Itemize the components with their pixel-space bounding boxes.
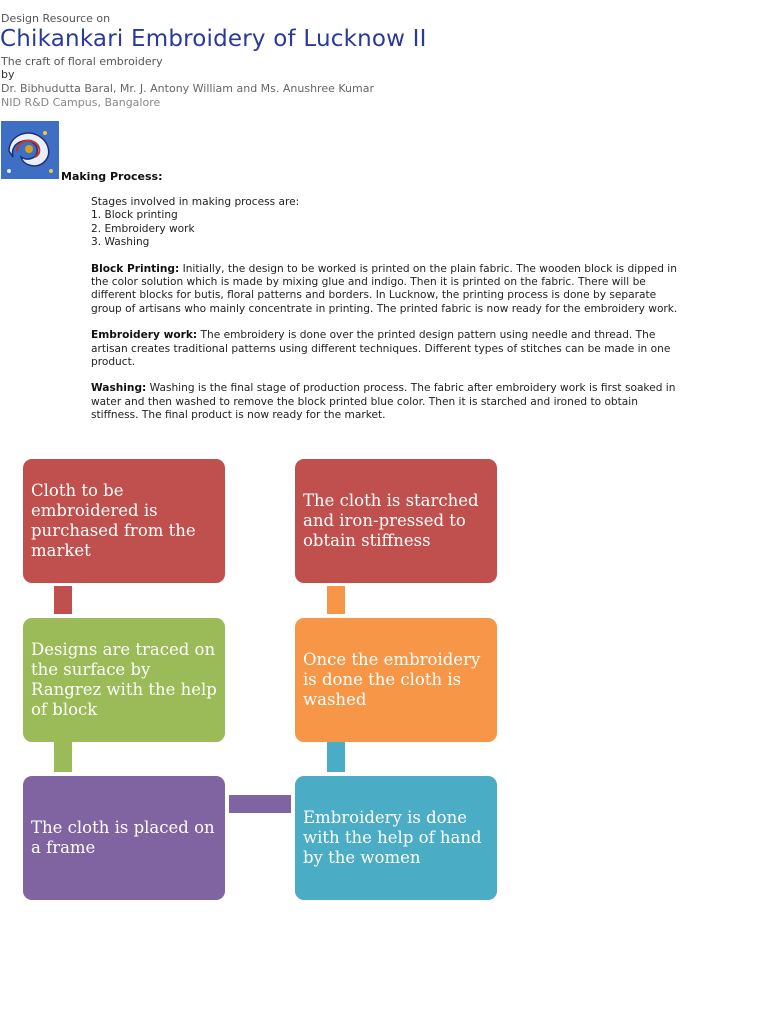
connector-step5-step6: [327, 586, 345, 614]
resource-label: Design Resource on: [1, 12, 111, 25]
flow-step-text: Cloth to be embroidered is purchased from the market: [31, 481, 196, 560]
stages-intro: Stages involved in making process are:: [91, 196, 300, 208]
flow-step-text: The cloth is starched and iron-pressed to obtain stiffness: [303, 491, 479, 550]
embroidery-text: The embroidery is done over the printed design pattern using needle and thread. The artisan creates traditional patterns using different techniques. Different types of stitches can be made in one product.: [91, 329, 671, 369]
connector-step1-step2: [54, 586, 72, 614]
campus: NID R&D Campus, Bangalore: [1, 96, 161, 109]
block-printing-paragraph: [91, 263, 681, 317]
stage-item: 3. Washing: [91, 236, 150, 249]
flow-step-text: The cloth is placed on a frame: [31, 818, 215, 857]
section-heading: Making Process:: [61, 170, 163, 183]
paisley-embroidery-thumbnail: [1, 121, 59, 179]
washing-paragraph: [91, 382, 681, 422]
flow-step-embroidery: [295, 776, 497, 900]
stage-item: 1. Block printing: [91, 209, 178, 222]
flow-step-starching: [295, 459, 497, 583]
page-title: Chikankari Embroidery of Lucknow II: [0, 26, 427, 52]
embroidery-paragraph: [91, 329, 681, 369]
flow-step-washing: [295, 618, 497, 742]
stage-item: 2. Embroidery work: [91, 222, 195, 235]
block-printing-label: Block Printing:: [91, 262, 180, 275]
washing-label: Washing:: [91, 382, 147, 395]
flow-step-tracing: [23, 618, 225, 742]
page-subtitle: The craft of floral embroidery: [1, 55, 163, 68]
process-flowchart: [0, 450, 768, 910]
flow-step-purchase: [23, 459, 225, 583]
authors: Dr. Bibhudutta Baral, Mr. J. Antony William and Ms. Anushree Kumar: [1, 82, 374, 95]
connector-step3-step4: [229, 795, 291, 813]
block-printing-text: Initially, the design to be worked is printed on the plain fabric. The wooden block is dipped in the color solution which is made by mixing glue and indigo. Then it is printed on the fabric. There will be different blocks for butis, floral patterns and borders. In Lucknow, the printing process is done by separate group of artisans who mainly concentrate in printing. The printed fabric is now ready for the embroidery work.: [91, 262, 678, 315]
washing-text: Washing is the final stage of production process. The fabric after embroidery work is first soaked in water and then washed to remove the block printed blue color. Then it is starched and ironed to obtain stiffness. The final product is now ready for the market.: [91, 382, 676, 422]
connector-step4-step5: [327, 742, 345, 772]
flow-step-text: Embroidery is done with the help of hand by the women: [303, 808, 482, 867]
process-description: [91, 196, 681, 436]
paisley-icon: [1, 121, 59, 179]
flow-step-text: Designs are traced on the surface by Rangrez with the help of block: [31, 640, 217, 719]
by-label: by: [1, 68, 15, 81]
flow-step-text: Once the embroidery is done the cloth is washed: [303, 650, 481, 709]
connector-step2-step3: [54, 742, 72, 772]
embroidery-label: Embroidery work:: [91, 329, 198, 342]
stages-list: [91, 196, 681, 250]
flow-step-frame: [23, 776, 225, 900]
